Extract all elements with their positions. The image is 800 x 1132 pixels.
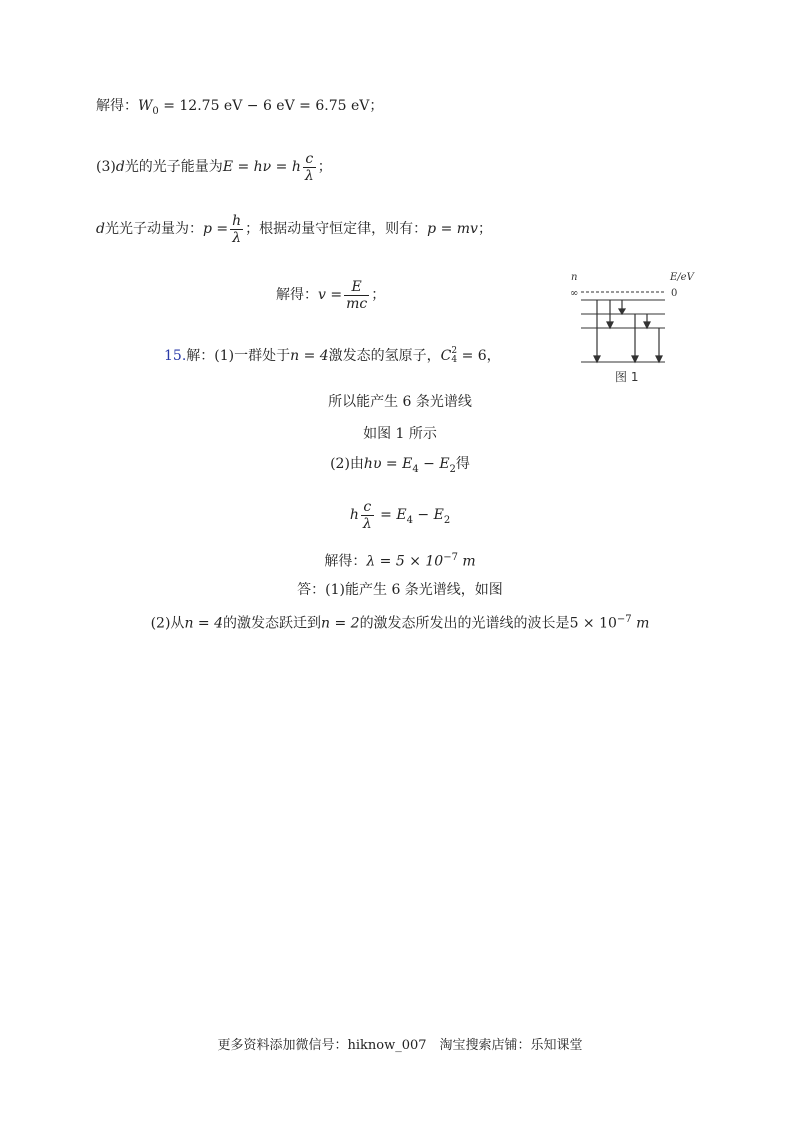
text: 的激发态所发出的光谱线的波长是 xyxy=(359,615,570,632)
denominator: λ xyxy=(362,515,372,532)
var-d: d xyxy=(115,159,125,175)
solution-line-4 xyxy=(276,278,385,312)
text: = 6， xyxy=(457,348,501,364)
denominator: λ xyxy=(304,167,314,184)
fraction xyxy=(230,213,243,246)
superscript: −7 xyxy=(443,552,458,563)
infinity-label: ∞ xyxy=(570,288,579,299)
superscript: −7 xyxy=(616,614,632,625)
subscript: 4 xyxy=(406,514,413,526)
solution-line-6: 所以能产生 6 条光谱线 xyxy=(328,394,472,410)
numerator: h xyxy=(232,212,242,229)
text: ； xyxy=(477,221,492,237)
text: 解得： xyxy=(324,553,367,570)
text: 光的光子能量为 xyxy=(124,159,223,175)
var-w: W xyxy=(138,98,153,114)
numerator: c xyxy=(305,150,314,167)
expression: λ = 5 × 10 xyxy=(366,553,444,570)
unit: m xyxy=(457,553,476,570)
expression: n = 4 xyxy=(290,348,329,364)
subscript: 4 xyxy=(412,463,419,475)
text: (3) xyxy=(96,159,116,175)
solution-line-3 xyxy=(96,212,492,246)
fraction xyxy=(361,499,374,532)
arrow-head xyxy=(594,356,600,362)
fraction xyxy=(303,151,316,184)
solution-line-11: 答：(1)能产生 6 条光谱线，如图 xyxy=(297,582,503,598)
expression: n = 4 xyxy=(184,615,223,632)
expression: = E xyxy=(375,507,407,523)
unit: m xyxy=(631,615,650,632)
text: 激发态的氢原子， xyxy=(328,348,441,364)
energy-level-diagram xyxy=(565,268,705,388)
solution-line-7: 如图 1 所示 xyxy=(363,426,437,442)
superscript: 2 xyxy=(451,346,458,356)
denominator: λ xyxy=(232,229,242,246)
subscript: 4 xyxy=(451,355,458,365)
text: ； xyxy=(371,287,386,303)
text: (2)由 xyxy=(330,456,364,472)
arrow-head xyxy=(607,322,613,328)
expression: n = 2 xyxy=(321,615,360,632)
zero-label: 0 xyxy=(671,288,678,299)
text: (2)从 xyxy=(150,615,185,632)
arrow-head xyxy=(656,356,662,362)
text: ； xyxy=(317,159,332,175)
expression: p = xyxy=(202,221,229,237)
solution-line-9 xyxy=(0,498,800,538)
arrow-head xyxy=(632,356,638,362)
expression: 5 × 10 xyxy=(569,615,617,632)
solution-line-12 xyxy=(0,610,800,634)
solution-line-10 xyxy=(0,548,800,572)
expression: p = mv xyxy=(427,221,478,237)
arrow-head xyxy=(644,322,650,328)
page-footer: 更多资料添加微信号：hiknow_007 淘宝搜索店铺：乐知课堂 xyxy=(217,1038,583,1053)
text: 的激发态跃迁到 xyxy=(223,615,321,632)
subscript: 2 xyxy=(443,514,451,526)
fraction xyxy=(344,279,369,312)
solution-line-8 xyxy=(0,454,800,480)
text: 解：(1)一群处于 xyxy=(186,348,291,364)
text: 光光子动量为： xyxy=(104,221,203,237)
var-d: d xyxy=(96,221,105,237)
combination-symbol: C xyxy=(440,348,452,364)
text: 得 xyxy=(455,456,470,472)
expression: E = hν = h xyxy=(222,159,301,175)
axis-label-n: n xyxy=(571,272,578,283)
figure-caption: 图 1 xyxy=(615,370,639,384)
solution-line-2 xyxy=(96,150,332,184)
numerator: E xyxy=(351,278,362,295)
subscript: 0 xyxy=(152,105,159,117)
subscript: 2 xyxy=(449,463,456,475)
text: 解得： xyxy=(276,287,318,303)
expression: − E xyxy=(418,456,450,472)
text: 解得： xyxy=(96,98,138,114)
text: ； xyxy=(369,98,384,114)
axis-label-energy: E/eV xyxy=(670,272,694,283)
denominator: mc xyxy=(346,295,368,312)
var-h: h xyxy=(349,507,359,523)
expression: hυ = E xyxy=(363,456,413,472)
expression: = 12.75 eV − 6 eV = 6.75 eV xyxy=(158,98,370,114)
expression: v = xyxy=(318,287,343,303)
expression: − E xyxy=(412,507,444,523)
solution-line-5 xyxy=(164,346,501,366)
solution-line-1 xyxy=(96,96,383,122)
text: ；根据动量守恒定律，则有： xyxy=(245,221,428,237)
arrow-head xyxy=(619,309,625,314)
question-number: 15. xyxy=(164,348,187,364)
numerator: c xyxy=(363,498,372,515)
